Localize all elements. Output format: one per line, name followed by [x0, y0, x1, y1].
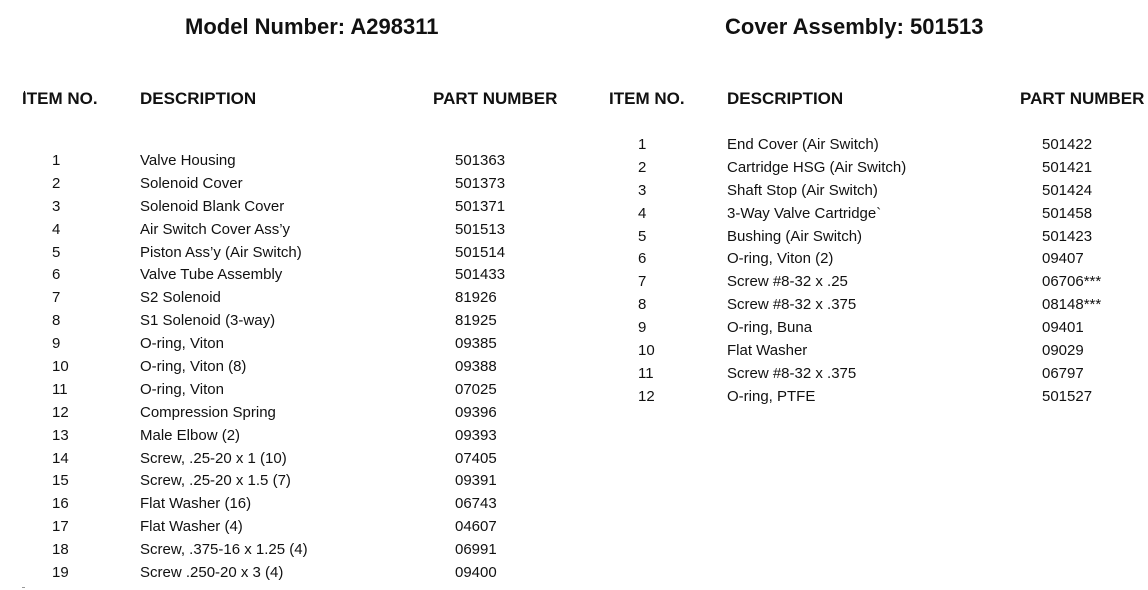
part-number: 501363 — [455, 152, 506, 169]
table-row — [0, 493, 1148, 516]
item-number: 10 — [52, 358, 69, 376]
description: O-ring, Viton — [140, 380, 224, 398]
item-number: 8 — [52, 312, 61, 330]
table-row — [0, 317, 1148, 340]
item-number: 7 — [638, 273, 647, 291]
part-number: 04607 — [455, 518, 497, 536]
page-mark — [22, 587, 25, 588]
table-row — [0, 157, 1148, 180]
table-row — [0, 425, 1148, 448]
table-row — [0, 134, 1148, 157]
table-row — [0, 386, 1148, 409]
part-number: 06797 — [1042, 364, 1084, 382]
item-number: 5 — [52, 243, 61, 261]
cover-parts-list — [0, 134, 1148, 409]
description: O-ring, Viton (8) — [140, 358, 247, 376]
table-row — [0, 562, 1148, 585]
description: S1 Solenoid (3-way) — [140, 312, 276, 330]
part-number: 501371 — [455, 197, 506, 215]
part-number: 501513 — [455, 220, 506, 238]
description: Screw, .25-20 x 1.5 (7) — [140, 472, 291, 490]
part-number: 501422 — [1042, 136, 1093, 153]
part-number: 501424 — [1042, 181, 1093, 199]
table-row — [0, 516, 1148, 539]
part-number: 501433 — [455, 266, 506, 284]
part-number: 06743 — [455, 495, 497, 513]
part-number: 501373 — [455, 174, 506, 192]
part-number: 09400 — [455, 564, 497, 582]
description: Compression Spring — [140, 403, 276, 421]
item-number: 17 — [52, 518, 69, 536]
item-number: 6 — [52, 266, 61, 284]
model-title: Model Number: A298311 — [185, 14, 439, 39]
description: Screw .250-20 x 3 (4) — [140, 564, 284, 582]
item-number: 3 — [52, 197, 61, 215]
item-number: 4 — [52, 220, 61, 238]
part-number: 09401 — [1042, 319, 1084, 337]
item-number: 15 — [52, 472, 69, 490]
table-row — [0, 203, 1148, 226]
item-number: 12 — [638, 387, 655, 405]
description: Screw, .375-16 x 1.25 (4) — [140, 541, 308, 559]
table-row — [0, 271, 1148, 294]
item-number: 11 — [638, 364, 654, 382]
item-number: 6 — [638, 250, 647, 268]
right-header-part-number: PART NUMBER — [1020, 89, 1145, 108]
table-row — [0, 294, 1148, 317]
table-row — [0, 470, 1148, 493]
description: Flat Washer — [727, 342, 808, 360]
item-number: 5 — [638, 227, 647, 245]
part-number: 09029 — [1042, 342, 1084, 360]
right-header-item: ITEM NO. — [609, 89, 685, 108]
item-number: 16 — [52, 495, 69, 513]
description: Flat Washer (4) — [140, 518, 243, 536]
part-number: 81926 — [455, 289, 497, 307]
item-number: 3 — [638, 181, 647, 199]
part-number: 501421 — [1042, 158, 1093, 176]
description: Male Elbow (2) — [140, 426, 241, 444]
item-number: 14 — [52, 449, 69, 467]
part-number: 09393 — [455, 426, 497, 444]
description: Cartridge HSG (Air Switch) — [727, 158, 907, 176]
description: Piston Ass’y (Air Switch) — [140, 243, 302, 261]
item-number: 8 — [638, 296, 647, 314]
part-number: 81925 — [455, 312, 497, 330]
part-number: 09385 — [455, 335, 497, 353]
part-number: 501514 — [455, 243, 506, 261]
description: Screw #8-32 x .375 — [727, 364, 857, 382]
description: O-ring, Buna — [727, 319, 813, 337]
item-number: 13 — [52, 426, 69, 444]
item-number: 1 — [52, 152, 61, 169]
description: O-ring, Viton — [140, 335, 224, 353]
description: Screw #8-32 x .25 — [727, 273, 848, 291]
left-header-description: DESCRIPTION — [140, 89, 257, 108]
table-row — [0, 248, 1148, 271]
part-number: 09391 — [455, 472, 497, 490]
part-number: 08148*** — [1042, 296, 1102, 314]
item-number: 2 — [52, 174, 61, 192]
cover-assembly-title: Cover Assembly: 501513 — [725, 14, 984, 39]
part-number: 06991 — [455, 541, 497, 559]
part-number: 07025 — [455, 380, 497, 398]
table-row — [0, 180, 1148, 203]
item-number: 10 — [638, 342, 655, 360]
item-number: 4 — [638, 204, 647, 222]
part-number: 06706*** — [1042, 273, 1102, 291]
right-header-description: DESCRIPTION — [727, 89, 844, 108]
description: Bushing (Air Switch) — [727, 227, 863, 245]
description: O-ring, Viton (2) — [727, 250, 834, 268]
left-header-part-number: PART NUMBER — [433, 89, 558, 108]
description: Valve Housing — [140, 152, 236, 169]
description: Flat Washer (16) — [140, 495, 252, 513]
left-header-item: ITEM NO. — [22, 89, 98, 108]
table-row — [0, 539, 1148, 562]
description: Valve Tube Assembly — [140, 266, 283, 284]
item-number: 2 — [638, 158, 647, 176]
part-number: 09396 — [455, 403, 497, 421]
description: End Cover (Air Switch) — [727, 136, 879, 153]
item-number: 18 — [52, 541, 69, 559]
description: Air Switch Cover Ass’y — [140, 220, 291, 238]
description: 3-Way Valve Cartridge` — [727, 204, 882, 222]
description: Solenoid Cover — [140, 174, 243, 192]
description: Screw, .25-20 x 1 (10) — [140, 449, 287, 467]
item-number: 1 — [638, 136, 647, 153]
item-number: 11 — [52, 380, 68, 398]
part-number: 501527 — [1042, 387, 1093, 405]
description: Shaft Stop (Air Switch) — [727, 181, 878, 199]
part-number: 501423 — [1042, 227, 1093, 245]
item-number: 19 — [52, 564, 69, 582]
item-number: 9 — [638, 319, 647, 337]
part-number: 07405 — [455, 449, 497, 467]
part-number: 09407 — [1042, 250, 1084, 268]
table-row — [0, 363, 1148, 386]
part-number: 09388 — [455, 358, 497, 376]
item-number: 7 — [52, 289, 61, 307]
part-number: 501458 — [1042, 204, 1093, 222]
description: S2 Solenoid — [140, 289, 221, 307]
table-row — [0, 226, 1148, 249]
description: Solenoid Blank Cover — [140, 197, 285, 215]
description: O-ring, PTFE — [727, 387, 816, 405]
item-number: 9 — [52, 335, 61, 353]
item-number: 12 — [52, 403, 69, 421]
table-row — [0, 448, 1148, 471]
table-row — [0, 340, 1148, 363]
description: Screw #8-32 x .375 — [727, 296, 857, 314]
